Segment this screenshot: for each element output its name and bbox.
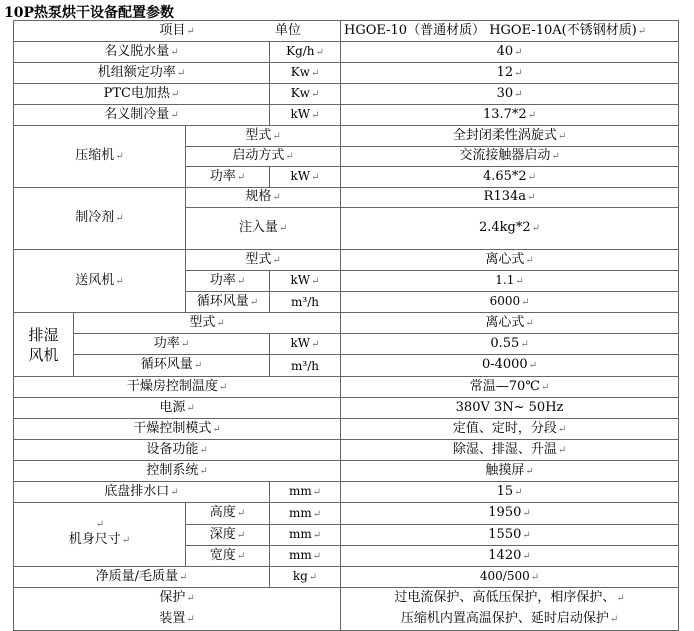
protection-value-line2: 压缩机内置高温保护、延时启动保护↵ (400, 611, 619, 626)
blower-air-value: 6000↵ (341, 292, 679, 313)
dimensions-width-label: 宽度↵ (186, 546, 270, 567)
exhaust-label (14, 313, 74, 377)
dimensions-depth-label: 深度↵ (186, 525, 270, 546)
table-row (14, 355, 679, 377)
protection-label-line1: 保护↵ (159, 590, 195, 605)
blower-label: 送风机↵ (14, 250, 186, 313)
blower-power-value: 1.1↵ (341, 271, 679, 292)
protection-value-line1: 过电流保护、高低压保护，相序保护、↵ (394, 590, 625, 605)
drain-value: 15↵ (341, 482, 679, 503)
dehumid-label: 名义脱水量↵ (14, 42, 270, 63)
table-row (14, 84, 679, 105)
exhaust-air-label: 循环风量↵ (74, 355, 270, 377)
table-row (14, 482, 679, 503)
dimensions-width-value: 1420↵ (341, 546, 679, 567)
table-row (14, 250, 679, 271)
temp-value: 常温—70℃↵ (341, 377, 679, 398)
ptc-value: 30↵ (341, 84, 679, 105)
table-row (14, 567, 679, 588)
table-row (14, 419, 679, 440)
dehumid-unit: Kg/h↵ (270, 42, 341, 63)
weight-label: 净质量/毛质量↵ (14, 567, 270, 588)
table-row (14, 63, 679, 84)
protection-label-line2: 装置↵ (159, 611, 195, 626)
table-row (14, 126, 679, 147)
header-unit-models: 单位 HGOE-10（普通材质） HGOE-10A(不锈钢材质)↵ (341, 21, 679, 42)
header-item: 项目↵ (14, 21, 341, 42)
protection-label (14, 588, 341, 631)
table-row (14, 42, 679, 63)
table-row (14, 398, 679, 419)
ptc-label: PTC电加热↵ (14, 84, 270, 105)
compressor-start-value: 交流接触器启动↵ (341, 147, 679, 167)
compressor-start-label: 启动方式↵ (186, 147, 341, 167)
exhaust-power-label: 功率↵ (74, 334, 270, 355)
table-row (14, 334, 679, 355)
compressor-label: 压缩机↵ (14, 126, 186, 188)
header-models: HGOE-10（普通材质） HGOE-10A(不锈钢材质) (344, 22, 637, 38)
dimensions-label: ↵ 机身尺寸↵ (14, 503, 186, 567)
cooling-label: 名义制冷量↵ (14, 105, 270, 126)
power-supply-value: 380V 3N~ 50Hz (341, 398, 679, 419)
compressor-type-value: 全封闭柔性涡旋式↵ (341, 126, 679, 147)
page-title: 10P热泵烘干设备配置参数 (4, 5, 175, 21)
exhaust-power-unit: kW↵ (270, 334, 341, 355)
exhaust-power-value: 0.55↵ (341, 334, 679, 355)
refrigerant-spec-label: 规格↵ (186, 188, 341, 208)
refrigerant-label: 制冷剂↵ (14, 188, 186, 250)
dimensions-depth-value: 1550↵ (341, 525, 679, 546)
rated-power-value: 12↵ (341, 63, 679, 84)
cooling-value: 13.7*2↵ (341, 105, 679, 126)
blower-air-unit: m³/h (270, 292, 341, 313)
table-row (14, 588, 679, 631)
drain-unit: mm↵ (270, 482, 341, 503)
header-unit: 单位 (275, 23, 302, 38)
exhaust-air-unit: m³/h (270, 355, 341, 377)
dry-mode-label: 干燥控制模式↵ (14, 419, 341, 440)
exhaust-type-value: 离心式↵ (341, 313, 679, 334)
protection-value (341, 588, 679, 631)
blower-type-label: 型式↵ (186, 250, 341, 271)
cooling-unit: kW↵ (270, 105, 341, 126)
dimensions-height-value: 1950↵ (341, 503, 679, 525)
drain-label: 底盘排水口↵ (14, 482, 270, 503)
table-row (14, 188, 679, 208)
weight-value: 400/500↵ (341, 567, 679, 588)
dimensions-height-label: 高度↵ (186, 503, 270, 525)
blower-type-value: 离心式↵ (341, 250, 679, 271)
table-header-row (14, 21, 679, 42)
temp-label: 干燥房控制温度↵ (14, 377, 341, 398)
blower-power-unit: kW↵ (270, 271, 341, 292)
dehumid-value: 40↵ (341, 42, 679, 63)
compressor-power-unit: kW↵ (270, 167, 341, 188)
table-row (14, 313, 679, 334)
refrigerant-charge-label: 注入量↵ (186, 208, 341, 250)
control-label: 控制系统↵ (14, 461, 341, 482)
dimensions-depth-unit: mm↵ (270, 525, 341, 546)
table-row (14, 461, 679, 482)
dimensions-width-unit: mm↵ (270, 546, 341, 567)
compressor-type-label: 型式↵ (186, 126, 341, 147)
dry-mode-value: 定值、定时，分段↵ (341, 419, 679, 440)
function-value: 除湿、排湿、升温↵ (341, 440, 679, 461)
table-row (14, 105, 679, 126)
table-row (14, 503, 679, 525)
exhaust-label-line1: 排湿 (28, 325, 59, 344)
exhaust-air-value: 0-4000↵ (341, 355, 679, 377)
table-row (14, 440, 679, 461)
function-label: 设备功能↵ (14, 440, 341, 461)
control-value: 触摸屏↵ (341, 461, 679, 482)
blower-power-label: 功率↵ (186, 271, 270, 292)
ptc-unit: Kw↵ (270, 84, 341, 105)
exhaust-label-line2: 风机 (28, 345, 59, 364)
exhaust-type-label: 型式↵ (74, 313, 341, 334)
refrigerant-spec-value: R134a↵ (341, 188, 679, 208)
blower-air-label: 循环风量↵ (186, 292, 270, 313)
rated-power-label: 机组额定功率↵ (14, 63, 270, 84)
dimensions-height-unit: mm↵ (270, 503, 341, 525)
refrigerant-charge-value: 2.4kg*2↵ (341, 208, 679, 250)
compressor-power-label: 功率↵ (186, 167, 270, 188)
weight-unit: kg↵ (270, 567, 341, 588)
rated-power-unit: Kw↵ (270, 63, 341, 84)
compressor-power-value: 4.65*2↵ (341, 167, 679, 188)
spec-table (13, 20, 679, 631)
table-row (14, 377, 679, 398)
power-supply-label: 电源↵ (14, 398, 341, 419)
